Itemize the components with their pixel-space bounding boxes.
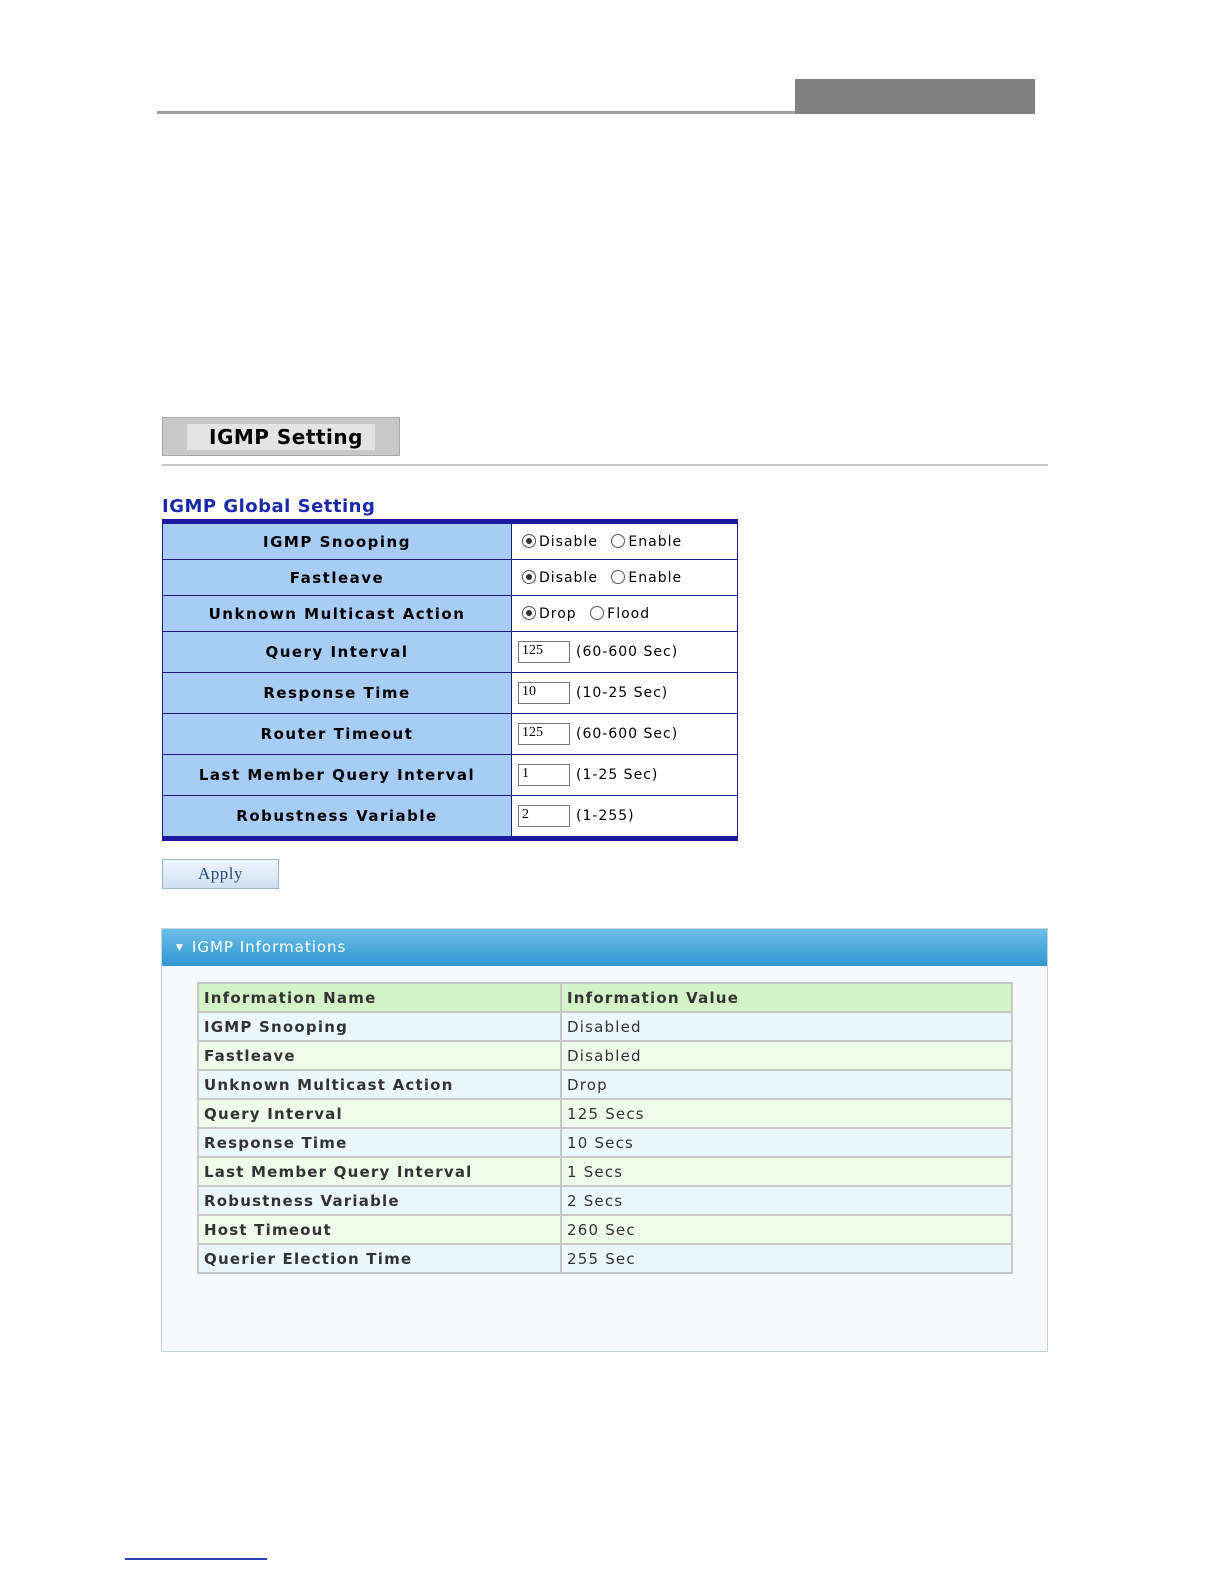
info-value: 1 Secs — [561, 1157, 1012, 1186]
info-panel-title: IGMP Informations — [191, 938, 347, 956]
range-hint: (1-25 Sec) — [576, 767, 659, 783]
info-value: 260 Sec — [561, 1215, 1012, 1244]
info-name: IGMP Snooping — [198, 1012, 561, 1041]
range-hint: (60-600 Sec) — [576, 644, 679, 660]
setting-row-response-time — [163, 673, 738, 714]
table-row — [198, 1012, 1012, 1041]
collapse-arrow-icon: ▼ — [176, 943, 184, 953]
radio-checked-icon — [522, 570, 536, 584]
table-row — [198, 1186, 1012, 1215]
info-name: Host Timeout — [198, 1215, 561, 1244]
column-header: Information Value — [561, 983, 1012, 1012]
igmp-info-panel — [161, 928, 1048, 1352]
unknown-multicast-drop-radio[interactable]: Drop — [522, 606, 577, 622]
radio-unchecked-icon — [611, 570, 625, 584]
fastleave-disable-radio[interactable]: Disable — [522, 570, 598, 586]
response-time-input[interactable]: 10 — [518, 682, 570, 704]
info-value: Drop — [561, 1070, 1012, 1099]
table-row — [198, 1070, 1012, 1099]
router-timeout-input[interactable]: 125 — [518, 723, 570, 745]
setting-label: Last Member Query Interval — [163, 755, 512, 796]
info-panel-header[interactable] — [162, 929, 1047, 966]
info-value: 2 Secs — [561, 1186, 1012, 1215]
igmp-snooping-disable-radio[interactable]: Disable — [522, 534, 598, 550]
section-title: IGMP Global Setting — [162, 496, 376, 517]
info-value: 10 Secs — [561, 1128, 1012, 1157]
table-row — [198, 1215, 1012, 1244]
range-hint: (60-600 Sec) — [576, 726, 679, 742]
range-hint: (1-255) — [576, 808, 635, 824]
setting-label: Query Interval — [163, 632, 512, 673]
unknown-multicast-flood-radio[interactable]: Flood — [590, 606, 650, 622]
table-row — [198, 1041, 1012, 1070]
setting-row-igmp-snooping — [163, 522, 738, 560]
info-table — [197, 982, 1013, 1274]
apply-button[interactable]: Apply — [162, 859, 279, 889]
setting-row-query-interval — [163, 632, 738, 673]
info-value: Disabled — [561, 1012, 1012, 1041]
footer-link-underline — [125, 1558, 267, 1560]
radio-checked-icon — [522, 606, 536, 620]
table-row — [198, 1157, 1012, 1186]
info-value: Disabled — [561, 1041, 1012, 1070]
table-header-row — [198, 983, 1012, 1012]
setting-label: Unknown Multicast Action — [163, 596, 512, 632]
unknown-multicast-radio-group — [512, 596, 738, 632]
radio-unchecked-icon — [590, 606, 604, 620]
info-name: Fastleave — [198, 1041, 561, 1070]
column-header: Information Name — [198, 983, 561, 1012]
page-title-box — [162, 417, 400, 456]
setting-row-fastleave — [163, 560, 738, 596]
setting-label: IGMP Snooping — [163, 522, 512, 560]
info-name: Last Member Query Interval — [198, 1157, 561, 1186]
setting-row-router-timeout — [163, 714, 738, 755]
info-name: Unknown Multicast Action — [198, 1070, 561, 1099]
setting-row-unknown-multicast — [163, 596, 738, 632]
info-value: 125 Secs — [561, 1099, 1012, 1128]
info-name: Query Interval — [198, 1099, 561, 1128]
setting-label: Robustness Variable — [163, 796, 512, 839]
header-rule — [157, 111, 795, 114]
info-name: Response Time — [198, 1128, 561, 1157]
title-divider — [162, 464, 1048, 466]
setting-row-robustness-variable — [163, 796, 738, 839]
range-hint: (10-25 Sec) — [576, 685, 669, 701]
info-name: Robustness Variable — [198, 1186, 561, 1215]
setting-label: Fastleave — [163, 560, 512, 596]
igmp-snooping-enable-radio[interactable]: Enable — [611, 534, 682, 550]
table-row — [198, 1244, 1012, 1273]
table-row — [198, 1099, 1012, 1128]
table-row — [198, 1128, 1012, 1157]
igmp-settings-table — [162, 519, 738, 841]
setting-label: Router Timeout — [163, 714, 512, 755]
last-member-query-interval-input[interactable]: 1 — [518, 764, 570, 786]
fastleave-radio-group — [512, 560, 738, 596]
setting-label: Response Time — [163, 673, 512, 714]
radio-checked-icon — [522, 534, 536, 548]
radio-unchecked-icon — [611, 534, 625, 548]
info-value: 255 Sec — [561, 1244, 1012, 1273]
page-title: IGMP Setting — [187, 424, 375, 450]
robustness-variable-input[interactable]: 2 — [518, 805, 570, 827]
info-name: Querier Election Time — [198, 1244, 561, 1273]
header-tab-block — [795, 79, 1035, 114]
query-interval-input[interactable]: 125 — [518, 641, 570, 663]
fastleave-enable-radio[interactable]: Enable — [611, 570, 682, 586]
setting-row-last-member-query-interval — [163, 755, 738, 796]
igmp-snooping-radio-group — [512, 522, 738, 560]
